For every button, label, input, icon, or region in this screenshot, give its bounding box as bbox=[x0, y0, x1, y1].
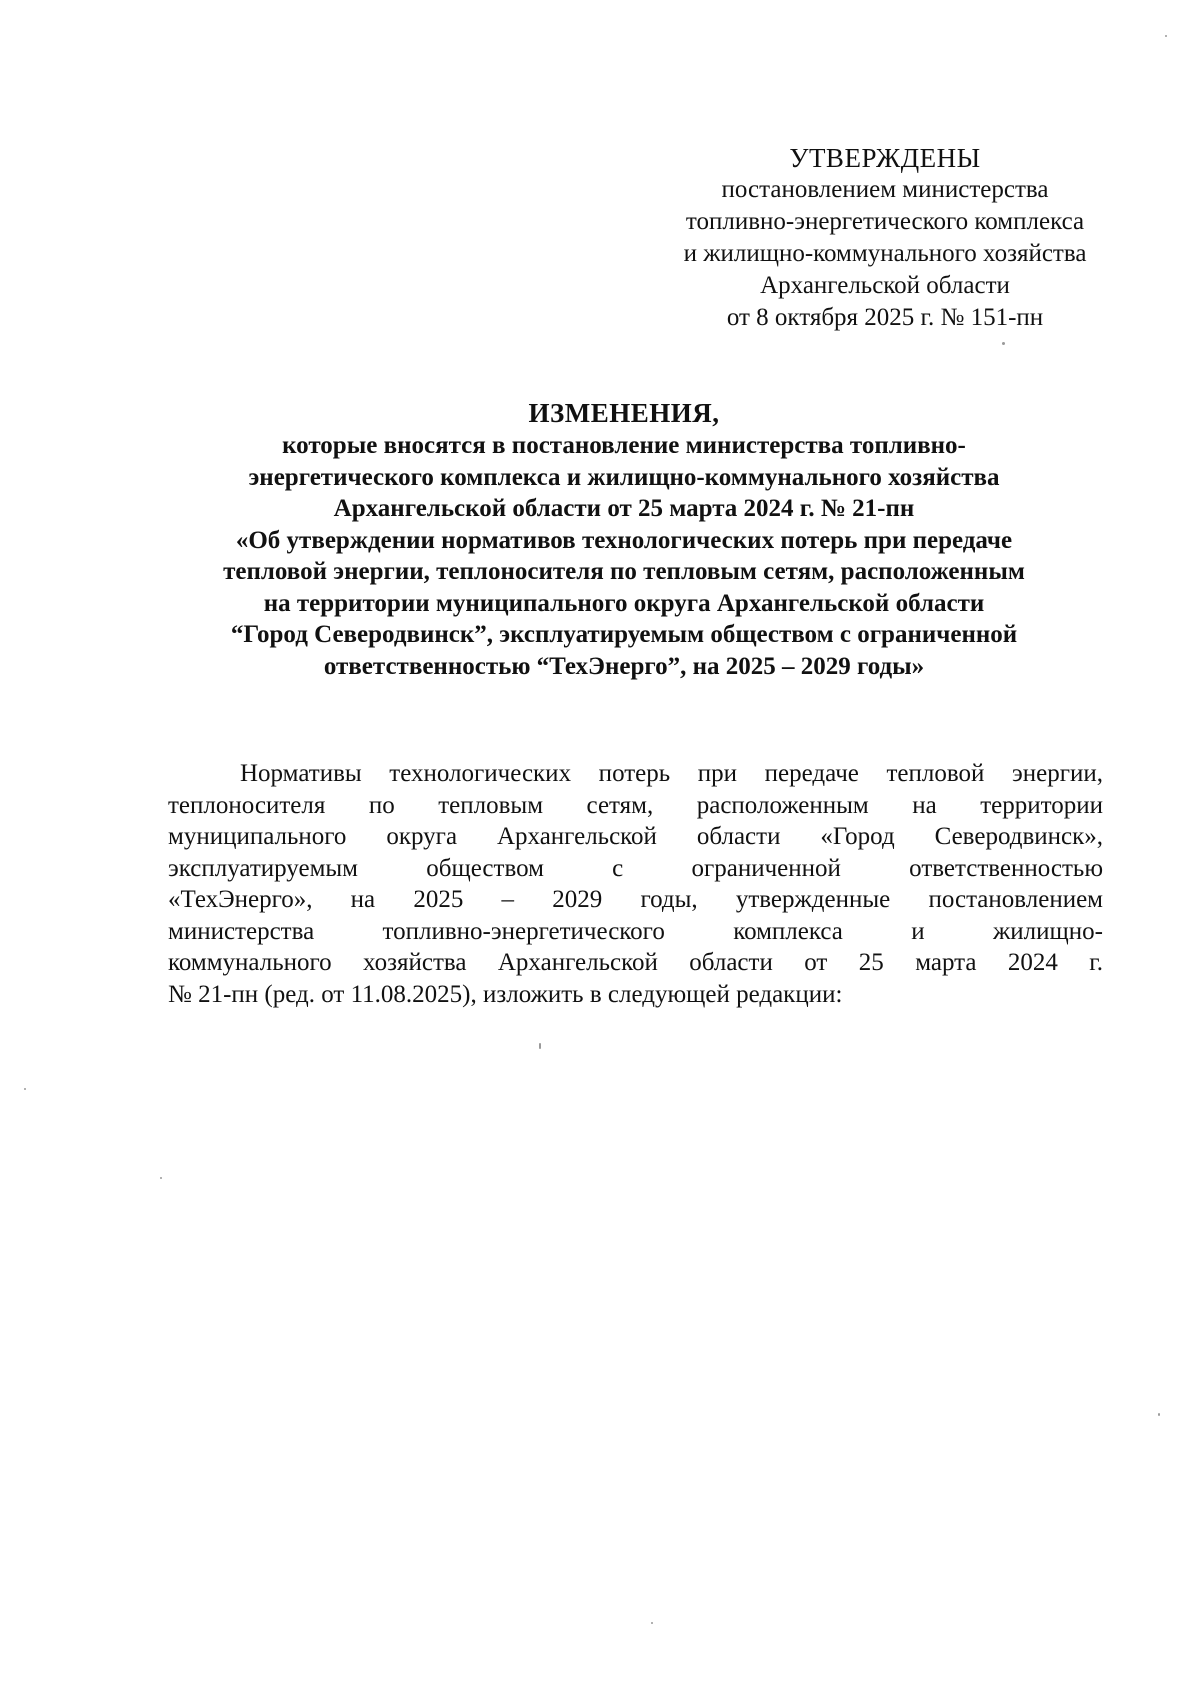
body-line: министерства топливно-энергетического комплекса и жилищно- bbox=[168, 917, 1103, 945]
scan-speck bbox=[539, 1043, 541, 1049]
changes-heading-line: на территории муниципального округа Архангельской области bbox=[263, 589, 985, 617]
body-line: № 21-пн (ред. от 11.08.2025), изложить в следующей редакции: bbox=[168, 980, 843, 1008]
body-line: теплоносителя по тепловым сетям, расположенным на территории bbox=[168, 791, 1103, 819]
scan-speck bbox=[1002, 342, 1005, 345]
approval-line: Архангельской области bbox=[760, 272, 1010, 299]
approval-line: постановлением министерства bbox=[721, 176, 1049, 203]
body-line: эксплуатируемым обществом с ограниченной ответственностью bbox=[168, 854, 1103, 882]
scan-speck bbox=[24, 1088, 26, 1090]
approval-block bbox=[640, 142, 1130, 334]
changes-heading-line: “Город Северодвинск”, эксплуатируемым обществом с ограниченной bbox=[230, 621, 1018, 648]
approval-title: УТВЕРЖДЕНЫ bbox=[789, 143, 981, 173]
body-line: муниципального округа Архангельской области «Город Северодвинск», bbox=[168, 823, 1103, 850]
body-line: «ТехЭнерго», на 2025 – 2029 годы, утвержденные постановлением bbox=[168, 886, 1103, 913]
scan-speck bbox=[651, 1622, 653, 1624]
body-line: коммунального хозяйства Архангельской области от 25 марта 2024 г. bbox=[168, 949, 1103, 976]
approval-line: топливно-энергетического комплекса bbox=[685, 208, 1085, 235]
changes-heading-line: которые вносятся в постановление министерства топливно- bbox=[282, 432, 966, 459]
scan-speck bbox=[1158, 1413, 1160, 1416]
changes-heading-line: тепловой энергии, теплоносителя по тепловым сетям, расположенным bbox=[223, 558, 1025, 585]
changes-heading-line: энергетического комплекса и жилищно-коммунального хозяйства bbox=[248, 463, 1000, 491]
changes-title: ИЗМЕНЕНИЯ, bbox=[528, 398, 720, 428]
changes-heading-line: Архангельской области от 25 марта 2024 г. № 21-пн bbox=[333, 495, 915, 522]
changes-heading-block bbox=[160, 396, 1088, 682]
changes-heading-line: ответственностью “ТехЭнерго”, на 2025 – 2029 годы» bbox=[323, 652, 925, 680]
scan-speck bbox=[160, 1177, 162, 1179]
approval-line: от 8 октября 2025 г. № 151-пн bbox=[726, 304, 1044, 331]
approval-line: и жилищно-коммунального хозяйства bbox=[683, 240, 1087, 267]
body-line: Нормативы технологических потерь при передаче тепловой энергии, bbox=[240, 760, 1103, 787]
body-paragraph bbox=[168, 758, 1103, 1010]
changes-heading-line: «Об утверждении нормативов технологических потерь при передаче bbox=[235, 526, 1013, 554]
scan-speck bbox=[1165, 35, 1167, 37]
